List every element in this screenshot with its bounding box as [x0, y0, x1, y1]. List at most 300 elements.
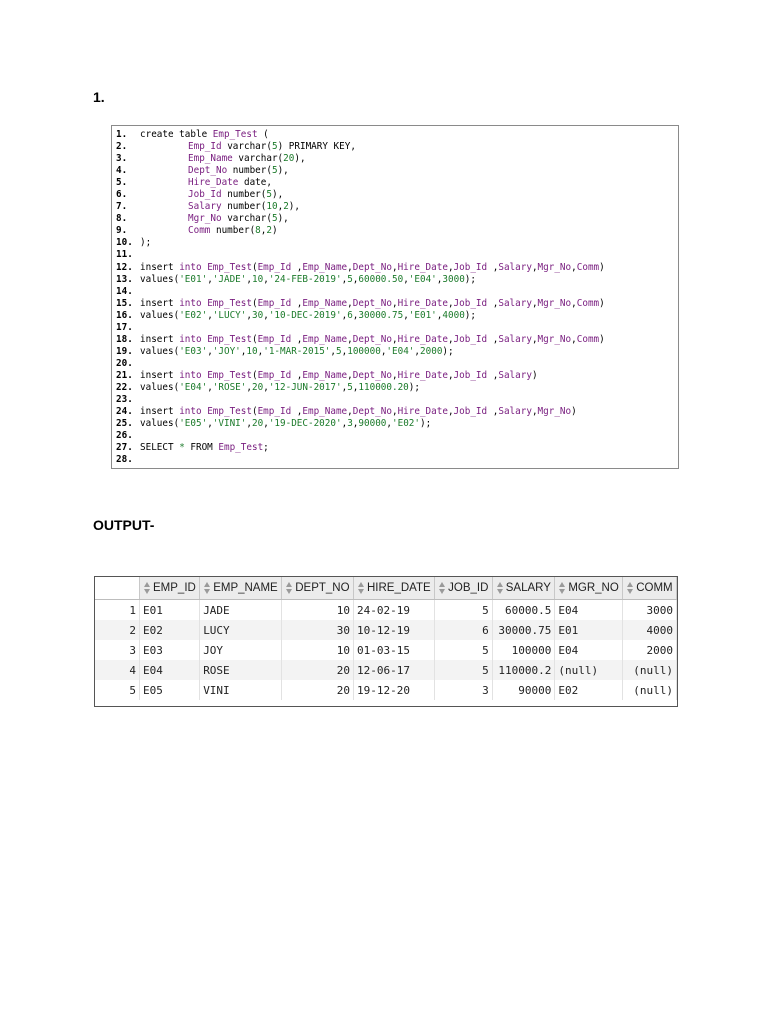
table-cell[interactable]: 3000	[623, 600, 677, 621]
table-cell[interactable]: E02	[140, 620, 200, 640]
table-cell[interactable]: 30000.75	[492, 620, 555, 640]
code-token: 'E01'	[408, 309, 437, 321]
code-token: number(	[221, 201, 267, 213]
table-cell[interactable]: 01-03-15	[353, 640, 434, 660]
table-cell[interactable]: 6	[435, 620, 493, 640]
sort-icon[interactable]	[357, 582, 365, 594]
code-token: Job_Id	[453, 297, 488, 309]
code-token: SELECT	[140, 442, 180, 454]
code-token: Comm	[188, 225, 211, 237]
code-token: ,	[263, 418, 269, 430]
code-token: varchar(	[232, 153, 284, 165]
line-number: 26.	[116, 430, 133, 442]
code-line	[116, 189, 678, 201]
code-token: Emp_Name	[302, 297, 348, 309]
code-token: ,	[447, 297, 454, 309]
code-token: insert	[140, 261, 180, 273]
code-token: );	[442, 345, 454, 357]
table-cell[interactable]: 100000	[492, 640, 555, 660]
code-token: 5	[336, 345, 342, 357]
line-number: 6.	[116, 189, 128, 201]
code-token: values(	[140, 273, 180, 285]
code-token: ,	[531, 261, 538, 273]
table-cell[interactable]: 5	[435, 600, 493, 621]
code-line	[116, 394, 678, 406]
code-token: number(	[227, 165, 272, 177]
line-number: 3.	[116, 153, 128, 165]
code-token: 3	[347, 418, 353, 430]
line-number: 17.	[116, 321, 133, 333]
code-token: into	[179, 261, 208, 273]
code-token: ,	[391, 406, 398, 418]
code-token: )	[272, 225, 278, 237]
column-header-label: EMP_NAME	[213, 582, 278, 595]
code-token: 10	[246, 345, 258, 357]
code-token: FROM	[184, 442, 219, 454]
line-number: 21.	[116, 369, 133, 381]
table-cell[interactable]: 110000.2	[492, 660, 555, 680]
code-token: '10-DEC-2019'	[268, 309, 342, 321]
column-header-comm[interactable]	[623, 577, 677, 600]
code-token: ,	[531, 406, 538, 418]
table-cell[interactable]: JADE	[200, 600, 282, 621]
line-number: 2.	[116, 141, 128, 153]
output-label: OUTPUT-	[93, 517, 155, 533]
line-number: 1.	[116, 129, 128, 140]
sort-icon[interactable]	[438, 582, 446, 594]
table-cell[interactable]: E04	[555, 640, 623, 660]
code-token: 10	[252, 273, 264, 285]
table-cell[interactable]: 5	[435, 640, 493, 660]
code-token: ,	[347, 261, 353, 273]
column-header-label: EMP_ID	[153, 582, 196, 595]
code-line	[116, 334, 678, 346]
code-token: ,	[341, 273, 348, 285]
table-cell[interactable]: 24-02-19	[353, 600, 434, 621]
code-token: ,	[263, 273, 269, 285]
code-token: ,	[246, 418, 252, 430]
table-cell[interactable]: LUCY	[200, 620, 282, 640]
code-token: ,	[391, 261, 398, 273]
column-header-dept-no[interactable]	[282, 577, 354, 600]
table-cell[interactable]: 10-12-19	[353, 620, 434, 640]
table-row[interactable]	[95, 620, 677, 640]
code-token: Dept_No	[352, 369, 392, 381]
code-token: ,	[291, 369, 303, 381]
code-token: );	[140, 237, 152, 249]
code-token: ,	[531, 297, 538, 309]
table-row[interactable]	[95, 680, 677, 700]
column-header-label: SALARY	[505, 582, 551, 595]
code-token: values(	[140, 345, 180, 357]
table-cell[interactable]: ROSE	[200, 660, 282, 680]
code-token: 5	[266, 189, 272, 201]
code-token: Hire_Date	[397, 297, 448, 309]
grid-header-row	[95, 577, 677, 600]
line-number: 20.	[116, 357, 133, 369]
table-row[interactable]	[95, 640, 677, 660]
code-token: ,	[436, 309, 443, 321]
code-token: ),	[271, 189, 284, 201]
code-line	[116, 406, 678, 418]
code-token: 90000	[358, 418, 387, 430]
table-cell[interactable]: 19-12-20	[353, 680, 434, 700]
code-token: 60000.50	[358, 273, 404, 285]
code-token: 3000	[442, 273, 465, 285]
code-token: 'JOY'	[212, 345, 241, 357]
line-number: 13.	[116, 273, 133, 285]
code-line	[116, 322, 678, 334]
line-number: 15.	[116, 297, 133, 309]
code-token: ,	[341, 381, 348, 393]
code-token: Job_Id	[453, 261, 488, 273]
grid-body	[95, 600, 677, 701]
code-token: Emp_Name	[302, 406, 348, 418]
sort-icon[interactable]	[143, 582, 151, 594]
code-token: varchar(	[221, 141, 272, 153]
code-token: ,	[436, 273, 443, 285]
code-token: );	[420, 418, 432, 430]
code-line	[116, 298, 678, 310]
code-token: 4000	[442, 309, 465, 321]
code-token: values(	[140, 381, 180, 393]
code-token: into	[179, 406, 208, 418]
row-number-cell[interactable]: 4	[95, 660, 140, 680]
column-header-emp-name[interactable]	[200, 577, 282, 600]
code-token: ),	[294, 153, 306, 165]
code-token: Mgr_No	[537, 297, 572, 309]
code-line	[116, 153, 678, 165]
code-token: ,	[246, 273, 252, 285]
code-line	[116, 129, 678, 141]
code-token: 'E05'	[179, 418, 208, 430]
code-token: 'E04'	[408, 273, 437, 285]
code-token: Hire_Date	[397, 369, 448, 381]
table-cell[interactable]: 2000	[623, 640, 677, 660]
code-token: 'E01'	[179, 273, 208, 285]
code-line	[116, 310, 678, 322]
table-cell[interactable]: JOY	[200, 640, 282, 660]
code-line	[116, 454, 678, 466]
code-token: ,	[347, 333, 353, 345]
sort-icon[interactable]	[558, 582, 566, 594]
code-token: )	[599, 261, 605, 273]
code-token: Emp_Id	[188, 141, 222, 153]
code-token: 30000.75	[358, 309, 404, 321]
code-token: ,	[487, 333, 499, 345]
sql-code-listing	[111, 125, 679, 469]
column-header-label: DEPT_NO	[295, 582, 350, 595]
code-token: Mgr_No	[537, 333, 572, 345]
code-token: ,	[380, 345, 387, 357]
code-line	[116, 382, 678, 394]
code-token: ,	[571, 333, 577, 345]
code-token: Hire_Date	[397, 406, 448, 418]
line-number: 5.	[116, 177, 128, 189]
code-token: Emp_Id	[257, 369, 292, 381]
code-token: 10	[266, 201, 278, 213]
code-token: Comm	[576, 297, 600, 309]
table-cell[interactable]: (null)	[623, 660, 677, 680]
code-token: ) PRIMARY KEY,	[277, 141, 356, 153]
code-token: ),	[277, 165, 289, 177]
code-token: '1-MAR-2015'	[263, 345, 331, 357]
column-header-emp-id[interactable]	[140, 577, 200, 600]
table-cell[interactable]: E03	[140, 640, 200, 660]
code-line	[116, 346, 678, 358]
code-token: Emp_Test	[207, 369, 252, 381]
line-number: 24.	[116, 406, 133, 418]
code-token: number(	[210, 225, 256, 237]
code-line	[116, 286, 678, 298]
sort-icon[interactable]	[203, 582, 211, 594]
table-cell[interactable]: 20	[282, 680, 354, 700]
table-cell[interactable]: 30	[282, 620, 354, 640]
code-token: ,	[414, 345, 421, 357]
sort-icon[interactable]	[496, 582, 504, 594]
table-cell[interactable]: 4000	[623, 620, 677, 640]
code-token: )	[599, 297, 605, 309]
table-cell[interactable]: 10	[282, 600, 354, 621]
code-line	[116, 442, 678, 454]
code-token: (	[251, 333, 258, 345]
code-token: into	[179, 333, 208, 345]
table-cell[interactable]: E04	[140, 660, 200, 680]
code-token: ,	[447, 369, 454, 381]
table-cell[interactable]: 5	[435, 660, 493, 680]
code-token: Dept_No	[352, 333, 392, 345]
table-cell[interactable]: 3	[435, 680, 493, 700]
code-token: ,	[531, 333, 538, 345]
code-token: Emp_Test	[212, 129, 258, 140]
code-token: ,	[347, 297, 353, 309]
code-token: insert	[140, 369, 180, 381]
row-number-header	[95, 577, 140, 600]
code-token: ,	[263, 309, 269, 321]
code-token: 5	[271, 141, 278, 153]
code-token: Job_Id	[453, 369, 488, 381]
code-line	[116, 141, 678, 153]
table-row[interactable]	[95, 660, 677, 680]
code-token: ,	[571, 261, 577, 273]
code-line	[116, 262, 678, 274]
sort-icon[interactable]	[285, 582, 293, 594]
code-token: Hire_Date	[397, 261, 448, 273]
code-token: 8	[255, 225, 261, 237]
table-cell[interactable]: E04	[555, 600, 623, 621]
code-token: ,	[487, 297, 499, 309]
code-token: ,	[447, 406, 454, 418]
code-token: ,	[352, 273, 359, 285]
code-token: 2	[266, 225, 272, 237]
code-token: ,	[246, 381, 252, 393]
code-token: 5	[347, 273, 353, 285]
line-number: 11.	[116, 249, 133, 261]
line-number: 25.	[116, 418, 133, 430]
table-cell[interactable]: (null)	[623, 680, 677, 700]
code-token: Emp_Test	[207, 406, 252, 418]
line-number: 27.	[116, 442, 133, 454]
table-cell[interactable]: 20	[282, 660, 354, 680]
code-token: Emp_Name	[188, 153, 233, 165]
code-token: create table	[140, 129, 213, 140]
row-number-cell[interactable]: 2	[95, 620, 140, 640]
code-token: (	[251, 406, 258, 418]
column-header-salary[interactable]	[492, 577, 555, 600]
code-token: ,	[403, 309, 409, 321]
code-token: Comm	[576, 333, 600, 345]
column-header-hire-date[interactable]	[353, 577, 434, 600]
column-header-label: JOB_ID	[448, 582, 489, 595]
code-token: ,	[352, 309, 359, 321]
table-cell[interactable]: E01	[555, 620, 623, 640]
code-token: Salary	[498, 406, 532, 418]
code-token: Salary	[188, 201, 222, 213]
code-token: ,	[207, 273, 213, 285]
code-token: ,	[341, 345, 348, 357]
line-number: 7.	[116, 201, 128, 213]
row-number-cell[interactable]: 1	[95, 600, 140, 621]
code-token: 'VINI'	[212, 418, 247, 430]
code-token: 5	[347, 381, 353, 393]
code-token: Dept_No	[352, 261, 392, 273]
code-line	[116, 177, 678, 189]
code-token: 5	[271, 165, 278, 177]
code-token: ,	[347, 369, 353, 381]
column-header-job-id[interactable]	[435, 577, 493, 600]
line-number: 18.	[116, 333, 133, 345]
code-token: ,	[341, 309, 348, 321]
code-token: Emp_Name	[302, 369, 348, 381]
code-token: Emp_Id	[257, 406, 292, 418]
code-token: (	[251, 261, 258, 273]
code-token: 20	[252, 381, 264, 393]
code-token: Dept_No	[188, 165, 228, 177]
row-number-cell[interactable]: 3	[95, 640, 140, 660]
code-token: Emp_Name	[302, 261, 348, 273]
code-token: insert	[140, 297, 180, 309]
code-token: ,	[352, 381, 359, 393]
code-token: Job_Id	[188, 189, 222, 201]
code-token: insert	[140, 406, 180, 418]
code-token: ,	[263, 381, 269, 393]
code-token: Salary	[498, 297, 532, 309]
code-token: date,	[238, 177, 272, 189]
code-token: ,	[341, 418, 348, 430]
code-line	[116, 201, 678, 213]
table-cell[interactable]: 10	[282, 640, 354, 660]
table-cell[interactable]: E05	[140, 680, 200, 700]
code-token: into	[179, 297, 208, 309]
code-token: ,	[347, 406, 353, 418]
row-number-cell[interactable]: 5	[95, 680, 140, 700]
code-token: 30	[252, 309, 264, 321]
table-cell[interactable]: E02	[555, 680, 623, 700]
table-cell[interactable]: VINI	[200, 680, 282, 700]
code-token: Comm	[576, 261, 600, 273]
line-number: 10.	[116, 237, 133, 249]
code-token: ),	[277, 213, 289, 225]
code-token: ,	[487, 261, 499, 273]
code-token: Emp_Test	[207, 333, 252, 345]
code-token: insert	[140, 333, 180, 345]
code-token: ,	[447, 261, 454, 273]
code-line	[116, 165, 678, 177]
code-token: Mgr_No	[188, 213, 222, 225]
code-token: ,	[487, 406, 499, 418]
code-token: 2	[283, 201, 289, 213]
code-token: 100000	[347, 345, 381, 357]
code-token: ,	[207, 418, 213, 430]
table-cell[interactable]: 90000	[492, 680, 555, 700]
code-token: Mgr_No	[537, 406, 572, 418]
code-token: ,	[391, 333, 398, 345]
code-token: )	[599, 333, 605, 345]
code-token: values(	[140, 418, 180, 430]
code-token: ,	[571, 297, 577, 309]
code-token: 6	[347, 309, 353, 321]
code-token: ,	[260, 225, 267, 237]
code-token: ;	[263, 442, 269, 454]
code-token: ,	[291, 333, 303, 345]
code-token: Job_Id	[453, 406, 488, 418]
line-number: 8.	[116, 213, 128, 225]
table-cell[interactable]: 60000.5	[492, 600, 555, 621]
code-token: ,	[386, 418, 393, 430]
code-line	[116, 358, 678, 370]
code-token: ,	[277, 201, 284, 213]
code-token: ,	[207, 345, 213, 357]
column-header-mgr-no[interactable]	[555, 577, 623, 600]
code-token: (	[251, 369, 258, 381]
code-token: *	[179, 442, 185, 454]
code-token: 110000.20	[358, 381, 409, 393]
table-cell[interactable]: (null)	[555, 660, 623, 680]
table-row[interactable]	[95, 600, 677, 621]
code-token: ,	[391, 369, 398, 381]
line-number: 9.	[116, 225, 128, 237]
table-cell[interactable]: E01	[140, 600, 200, 621]
code-token: )	[531, 369, 538, 381]
code-token: 'LUCY'	[212, 309, 247, 321]
code-token: Dept_No	[352, 406, 392, 418]
code-line	[116, 213, 678, 225]
sort-icon[interactable]	[626, 582, 634, 594]
code-token: Mgr_No	[537, 261, 572, 273]
table-cell[interactable]: 12-06-17	[353, 660, 434, 680]
code-token: )	[571, 406, 577, 418]
code-line	[116, 225, 678, 237]
code-token: 'ROSE'	[212, 381, 247, 393]
code-token: Emp_Id	[257, 333, 292, 345]
line-number: 22.	[116, 381, 133, 393]
code-line	[116, 430, 678, 442]
line-number: 12.	[116, 261, 133, 273]
code-token: Emp_Test	[218, 442, 264, 454]
code-token: 20	[283, 153, 295, 165]
line-number: 23.	[116, 394, 133, 406]
line-number: 19.	[116, 345, 133, 357]
code-token: ,	[447, 333, 454, 345]
code-line	[116, 237, 678, 249]
code-token: ,	[330, 345, 336, 357]
code-token: 2000	[420, 345, 443, 357]
code-token: values(	[140, 309, 180, 321]
code-token: number(	[221, 189, 267, 201]
code-token: Emp_Id	[257, 261, 292, 273]
code-token: 20	[252, 418, 264, 430]
code-token: 'E02'	[179, 309, 208, 321]
